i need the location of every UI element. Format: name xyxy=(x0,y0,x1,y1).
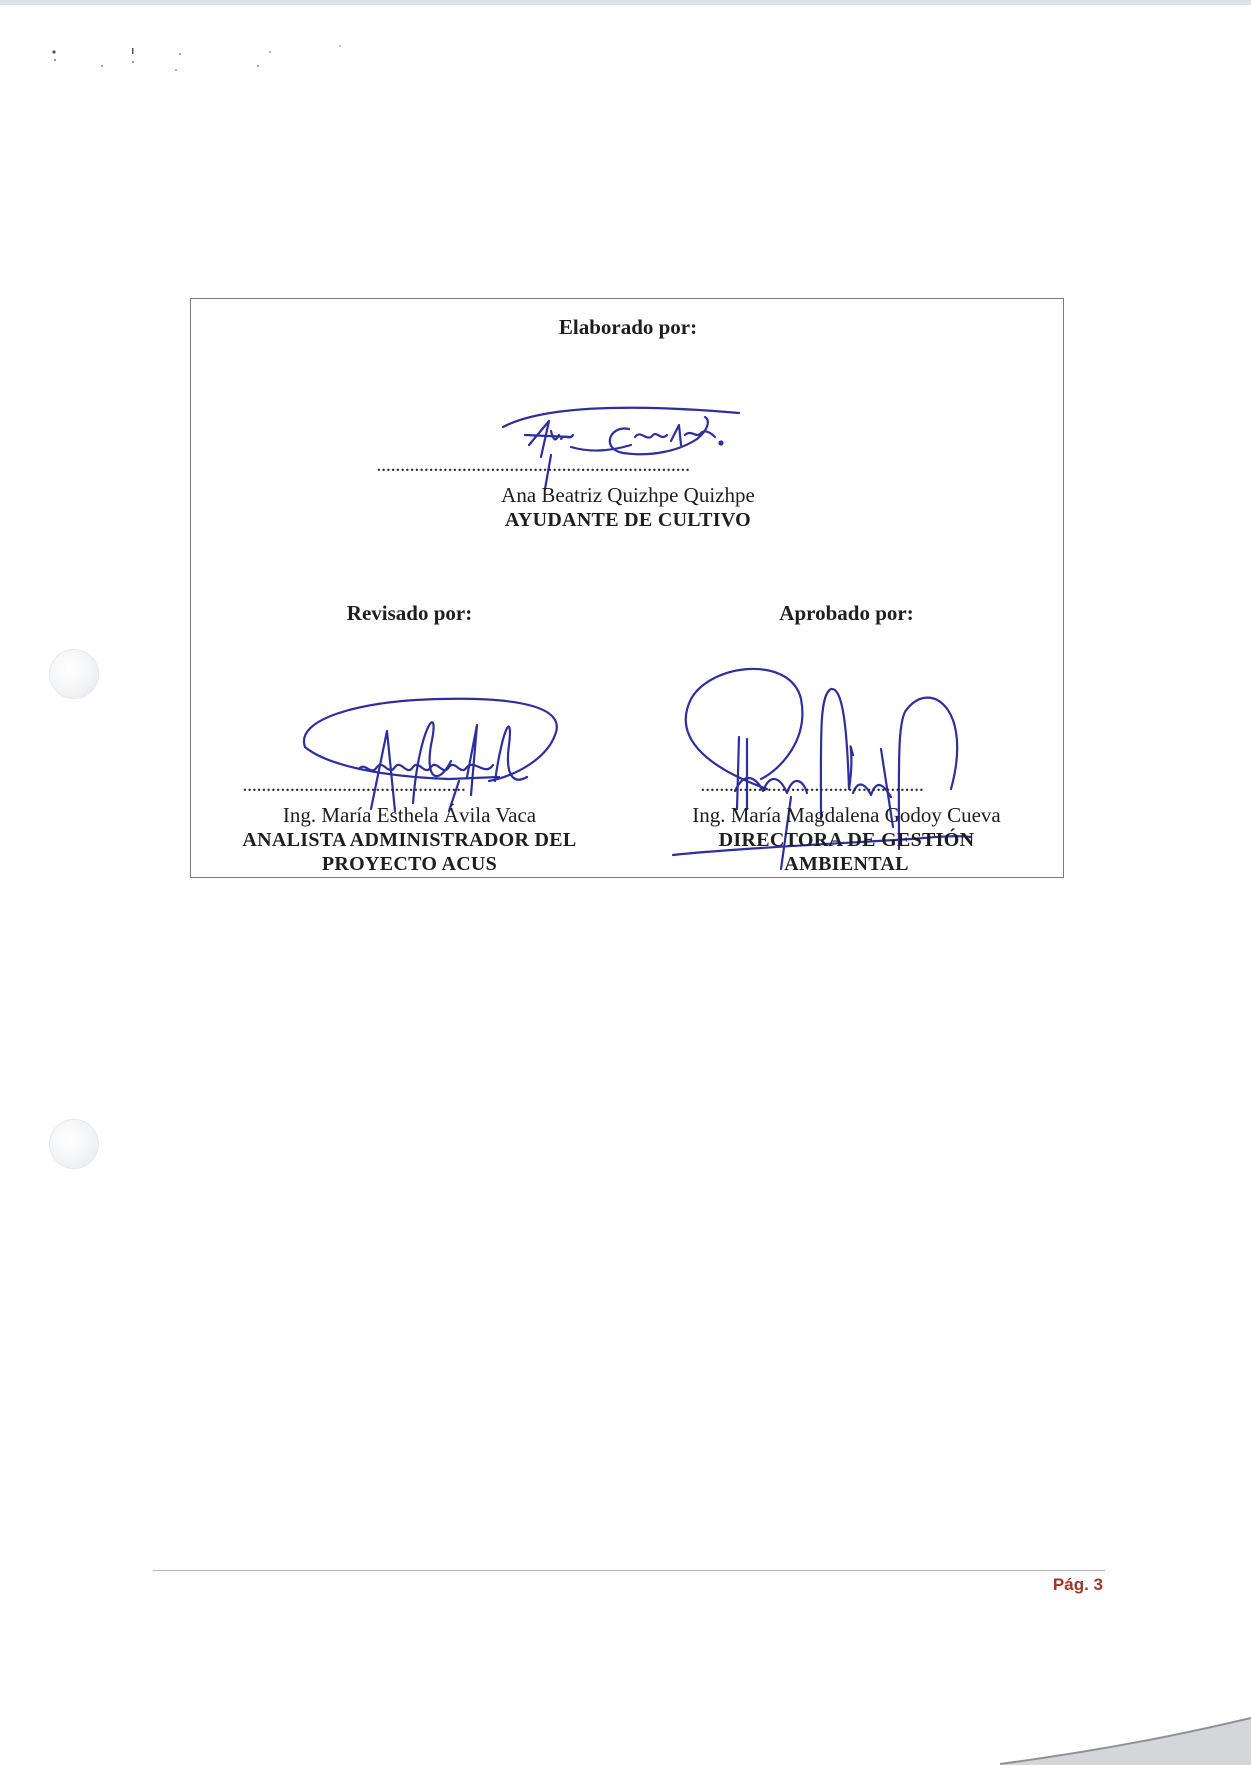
prepared-heading: Elaborado por: xyxy=(558,315,698,339)
approved-role-line-1: DIRECTORA DE GESTIÓN xyxy=(718,829,975,851)
punch-hole-lower xyxy=(50,1120,98,1168)
footer-rule xyxy=(153,1570,1105,1571)
approved-name: Ing. María Magdalena Godoy Cueva xyxy=(692,803,1001,827)
approved-heading: Aprobado por: xyxy=(779,601,914,625)
page-number: Pág. 3 xyxy=(1052,1575,1103,1594)
reviewed-role-line-1: ANALISTA ADMINISTRADOR DEL xyxy=(242,829,577,851)
reviewed-heading: Revisado por: xyxy=(346,601,473,625)
reviewed-signature-line: ............................................... xyxy=(243,779,467,795)
signature-box xyxy=(190,298,1064,878)
approved-role-line-2: AMBIENTAL xyxy=(784,853,909,875)
punch-hole-upper xyxy=(50,650,98,698)
scan-specks xyxy=(40,40,360,80)
reviewed-role-line-2: PROYECTO ACUS xyxy=(321,853,498,875)
prepared-role: AYUDANTE DE CULTIVO xyxy=(504,509,752,531)
page-curl-shadow xyxy=(1000,1700,1251,1765)
prepared-name: Ana Beatriz Quizhpe Quizhpe xyxy=(501,483,755,507)
prepared-signature-line: .................................................................. xyxy=(377,459,691,475)
approved-signature-line: ............................................... xyxy=(701,779,925,795)
reviewed-name: Ing. María Esthela Ávila Vaca xyxy=(282,803,537,827)
scan-top-edge xyxy=(0,0,1251,5)
